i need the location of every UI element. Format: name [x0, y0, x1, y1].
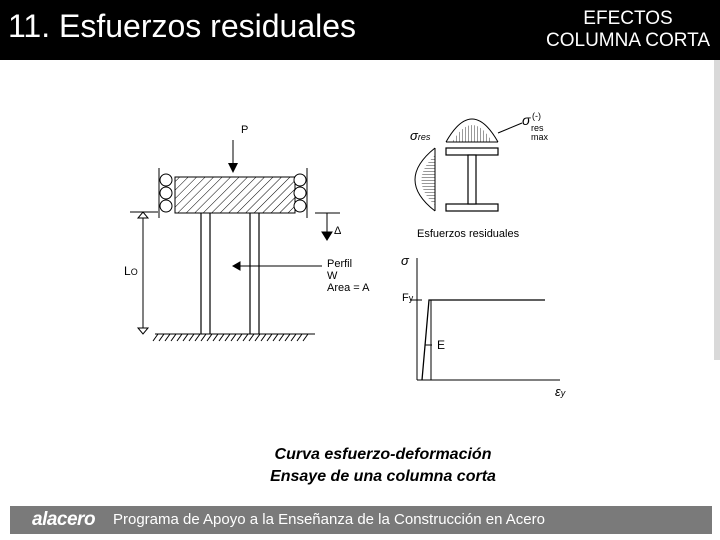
profile-line1: Perfil	[327, 258, 353, 270]
sigma-max-sup: (-)	[532, 111, 541, 121]
sigma-res-symbol: σ	[410, 128, 418, 143]
figure-caption	[0, 444, 720, 488]
ground-support	[153, 334, 315, 341]
web-residual-stress	[415, 148, 435, 211]
sigma-max-leader	[498, 123, 522, 133]
section-label-line1: EFECTOS	[583, 8, 673, 29]
profile-line2: W	[327, 270, 338, 282]
loading-block	[175, 177, 295, 213]
length-label	[124, 264, 138, 278]
length-symbol: L	[124, 264, 131, 278]
header-bar	[0, 0, 720, 60]
graph-fy-symbol: F	[402, 292, 409, 304]
sigma-max-sub1: res	[531, 123, 544, 133]
section-label	[546, 8, 710, 52]
graph-eps-symbol: ε	[555, 384, 561, 399]
sigma-max-sub2: max	[531, 132, 549, 142]
flange-residual-stress	[446, 119, 498, 142]
profile-label	[327, 258, 370, 294]
load-label: P	[241, 124, 249, 136]
sigma-max-sub	[531, 124, 548, 142]
graph-sigma-label: σ	[401, 253, 409, 268]
graph-eps-label	[555, 384, 565, 399]
graph-eps-sub: y	[560, 388, 566, 398]
profile-leader	[233, 262, 322, 270]
stress-strain-graph	[410, 258, 560, 380]
slide-title: 11. Esfuerzos residuales	[8, 8, 357, 44]
i-section	[446, 148, 498, 211]
residual-stress-caption: Esfuerzos residuales	[417, 228, 520, 240]
profile-line3: Area = A	[327, 282, 370, 294]
sigma-res-sub: res	[417, 132, 431, 142]
column-flanges	[201, 213, 259, 334]
left-rollers	[159, 168, 172, 218]
caption-line1: Curva esfuerzo-deformación	[274, 446, 492, 463]
alacero-logo: alacero	[32, 509, 96, 530]
section-label-line2: COLUMNA CORTA	[546, 30, 710, 51]
caption-line2: Ensaye de una columna corta	[270, 468, 496, 485]
length-subscript: O	[130, 267, 138, 277]
sigma-max-symbol: σ	[522, 112, 531, 128]
graph-e-label: E	[437, 338, 446, 352]
footer-bar	[10, 506, 712, 534]
right-rollers	[294, 168, 307, 218]
deflection-label: Δ	[334, 225, 342, 237]
footer-program-text: Programa de Apoyo a la Enseñanza de la Construcción en Acero	[113, 511, 545, 528]
sigma-res-label	[410, 128, 430, 143]
graph-fy-sub: y	[408, 293, 414, 303]
load-arrow	[228, 140, 238, 173]
graph-fy-label	[402, 292, 413, 304]
